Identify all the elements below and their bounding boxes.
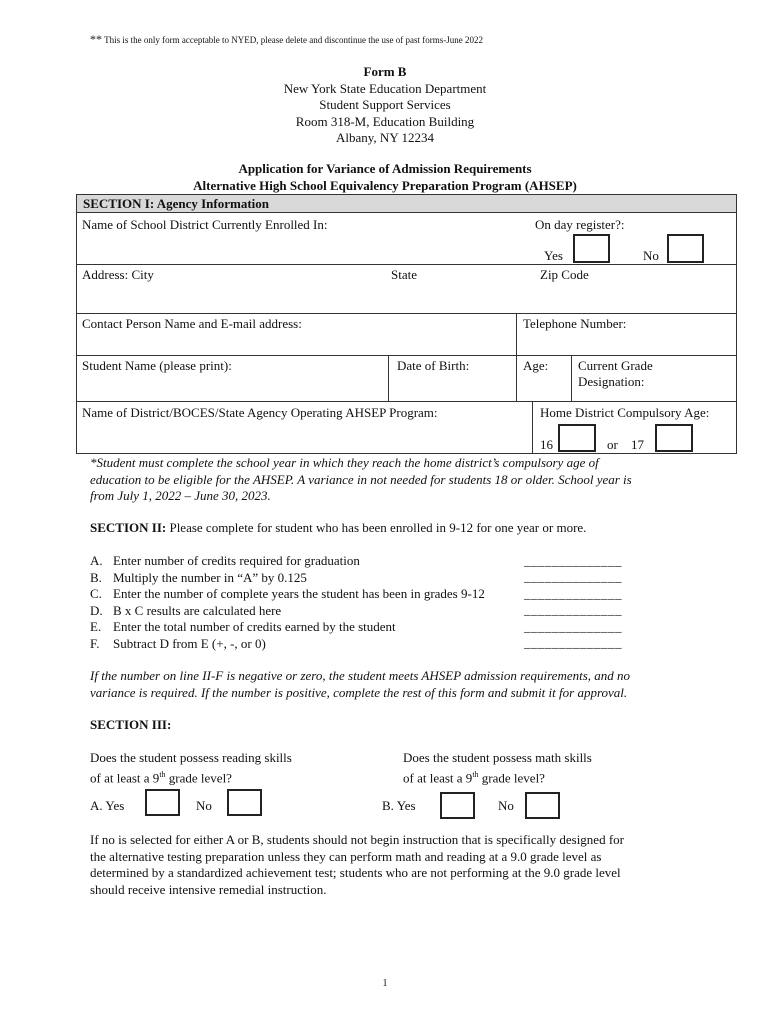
state-label: State <box>391 267 417 282</box>
reading-q-line-1: Does the student possess reading skills <box>90 750 292 765</box>
variance-note <box>90 668 630 701</box>
register-no-checkbox[interactable] <box>667 234 704 263</box>
page-number: 1 <box>382 978 388 989</box>
student-name-label: Student Name (please print): <box>82 358 232 373</box>
reading-yes-checkbox[interactable] <box>145 789 180 816</box>
reading-yes-label: A. Yes <box>90 798 125 813</box>
list-item: F. Subtract D from E (+, -, or 0) <box>90 635 266 651</box>
age-17-checkbox[interactable] <box>655 424 693 452</box>
grade-line-1: Current Grade <box>578 358 653 373</box>
reading-q-line-2: of at least a 9th grade level? <box>90 769 232 785</box>
age-16-label: 16 <box>540 437 553 452</box>
section2-title: SECTION II: <box>90 520 167 535</box>
or-label: or <box>607 437 618 452</box>
form-notice <box>90 32 483 47</box>
section2-list <box>90 553 485 652</box>
blank-c[interactable]: ______________ <box>524 586 622 601</box>
row-address <box>76 265 737 314</box>
city-address: Albany, NY 12234 <box>336 130 434 145</box>
compulsory-note <box>90 455 632 505</box>
blank-a[interactable]: ______________ <box>524 553 622 568</box>
on-day-register-label: On day register?: <box>535 217 625 232</box>
yes-label: Yes <box>544 248 563 263</box>
section2-heading <box>90 520 586 537</box>
row-school-district <box>76 213 737 265</box>
row-contact <box>76 314 737 356</box>
room-address: Room 318-M, Education Building <box>295 113 475 129</box>
list-item: D. B x C results are calculated here <box>90 602 282 618</box>
district-boces-label: Name of District/BOCES/State Agency Operating AHSEP Program: <box>82 405 438 420</box>
school-district-label: Name of School District Currently Enrolled In: <box>82 217 328 232</box>
grade-line-2: Designation: <box>578 374 645 389</box>
remedial-paragraph: If no is selected for either A or B, students should not begin instruction that is specifically designed for the alternative testing preparation unless they can perform math and reading at a 9.0 grade level as determined by a standardized achievement test; students who are not performing at the 9.0 grade level should receive intensive remedial instruction. <box>90 832 624 897</box>
address-city-label: Address: City <box>82 267 154 282</box>
section2-intro: Please complete for student who has been enrolled in 9-12 for one year or more. <box>166 520 587 535</box>
note2-line-1: If the number on line II-F is negative or zero, the student meets AHSEP admission requirements, and no <box>90 668 631 683</box>
section3-title: SECTION III: <box>90 717 172 732</box>
math-yes-checkbox[interactable] <box>440 792 475 819</box>
register-yes-checkbox[interactable] <box>573 234 610 263</box>
form-label: Form B <box>363 64 407 79</box>
title-line-2: Alternative High School Equivalency Preparation Program (AHSEP) <box>193 177 577 193</box>
age-16-checkbox[interactable] <box>558 424 596 452</box>
form-title <box>0 161 770 194</box>
math-q-line-2: of at least a 9th grade level? <box>403 769 545 785</box>
reading-no-checkbox[interactable] <box>227 789 262 816</box>
math-yes-label: B. Yes <box>382 798 416 813</box>
note1-line-2: education to be eligible for the AHSEP. A variance in not needed for students 18 or older. School year is <box>90 471 632 487</box>
compulsory-age-label: Home District Compulsory Age: <box>540 405 710 420</box>
no-label: No <box>643 248 659 263</box>
dept-name: New York State Education Department <box>283 80 487 96</box>
list-item: A. Enter number of credits required for graduation <box>90 553 360 568</box>
blank-e[interactable]: ______________ <box>524 619 622 634</box>
reading-question <box>90 750 292 786</box>
dob-label: Date of Birth: <box>397 358 470 373</box>
list-item: B. Multiply the number in “A” by 0.125 <box>90 569 307 585</box>
reading-no-label: No <box>196 798 212 813</box>
form-header <box>0 64 770 147</box>
list-item: E. Enter the total number of credits earned by the student <box>90 619 396 634</box>
age-label: Age: <box>523 358 549 373</box>
section1-title: SECTION I: Agency Information <box>76 194 737 213</box>
notice-stars: ** <box>90 32 102 46</box>
math-q-line-1: Does the student possess math skills <box>403 750 592 765</box>
telephone-label: Telephone Number: <box>523 316 627 331</box>
note1-line-1: *Student must complete the school year in which they reach the home district’s compulsory age of <box>90 455 599 470</box>
office-name: Student Support Services <box>319 97 451 112</box>
grade-label <box>578 358 653 390</box>
math-no-label: No <box>498 798 514 813</box>
note1-line-3: from July 1, 2022 – June 30, 2023. <box>90 488 271 503</box>
blank-f[interactable]: ______________ <box>524 635 622 650</box>
notice-text: This is the only form acceptable to NYED, please delete and discontinue the use of past forms-June 2022 <box>104 35 483 45</box>
row-student <box>76 356 737 402</box>
age-17-label: 17 <box>631 437 644 452</box>
zip-label: Zip Code <box>540 267 589 282</box>
title-line-1: Application for Variance of Admission Requirements <box>238 161 532 176</box>
math-question <box>403 750 592 786</box>
blank-b[interactable]: ______________ <box>524 569 622 584</box>
blank-d[interactable]: ______________ <box>524 602 622 617</box>
math-no-checkbox[interactable] <box>525 792 560 819</box>
list-item: C. Enter the number of complete years the student has been in grades 9-12 <box>90 586 485 601</box>
note2-line-2: variance is required. If the number is positive, complete the rest of this form and submit it for approval. <box>90 684 628 700</box>
contact-label: Contact Person Name and E-mail address: <box>82 316 302 331</box>
row-district-boces <box>76 402 737 454</box>
